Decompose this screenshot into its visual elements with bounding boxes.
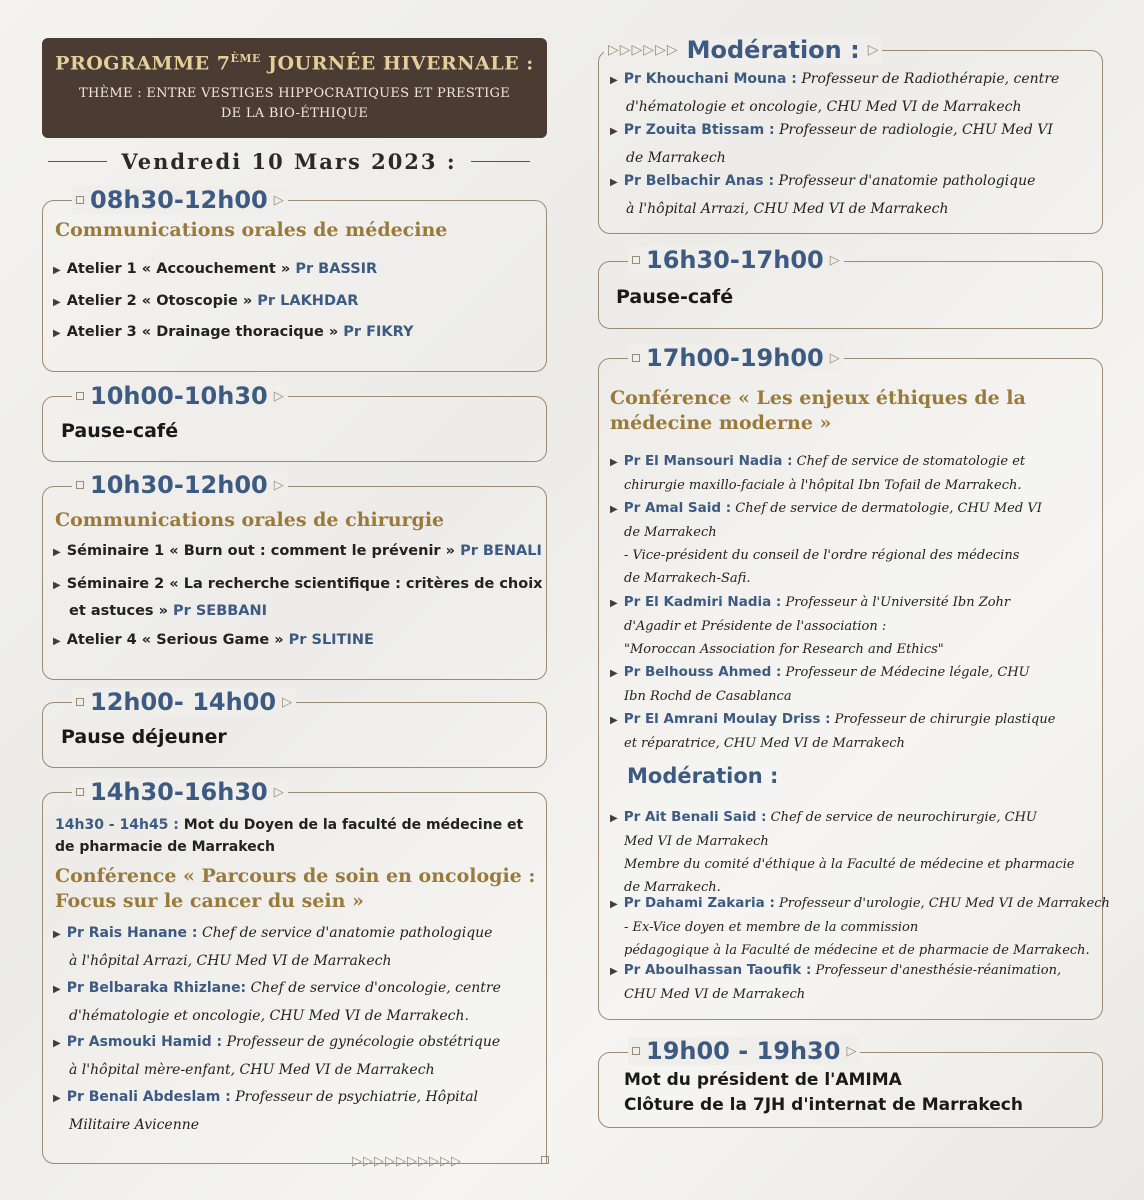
triangle-right-icon: ▷	[273, 477, 284, 493]
conference-title: Conférence « Les enjeux éthiques de la médecine moderne »	[610, 387, 1026, 434]
session-time-header: 16h30-17h00 ▷	[628, 246, 844, 274]
square-icon	[76, 788, 84, 796]
bullet-icon: ▶	[610, 899, 618, 910]
bullet-icon: ▶	[53, 984, 61, 995]
session-time-header: 12h00- 14h00 ▷	[72, 688, 296, 716]
square-icon	[76, 392, 84, 400]
day-label: Vendredi 10 Mars 2023 :	[121, 148, 457, 174]
intro-line: 14h30 - 14h45 : Mot du Doyen de la faculté de médecine et	[55, 817, 524, 833]
bullet-icon: ▶	[610, 715, 618, 726]
bullet-icon: ▶	[53, 1038, 61, 1049]
square-icon	[632, 1047, 640, 1055]
speaker-entry: ▶ Pr El Mansouri Nadia : Chef de service de stomatologie et chirurgie maxillo-faciale à l'hôpital Ibn Tofail de Marrakech.	[610, 453, 1026, 493]
square-icon	[76, 481, 84, 489]
speaker-entry: ▶ Pr Belhouss Ahmed : Professeur de Médecine légale, CHU Ibn Rochd de Casablanca	[610, 664, 1030, 704]
bullet-icon: ▶	[53, 265, 61, 276]
list-item: ▶ Séminaire 2 « La recherche scientifique : critères de choix	[53, 576, 543, 592]
session-title: Communications orales de chirurgie	[55, 509, 445, 531]
bullet-icon: ▶	[610, 177, 618, 188]
square-icon	[76, 698, 84, 706]
program-banner	[42, 38, 547, 138]
triangle-right-icon: ▷	[829, 252, 840, 268]
moderator-entry: ▶ Pr Ait Benali Said : Chef de service de neurochirurgie, CHU Med VI de Marrakech Membre du comité d'éthique à la Faculté de médecine et pharmacie de Marrakech.	[610, 809, 1075, 895]
intro-line: de pharmacie de Marrakech	[55, 839, 275, 855]
list-item: ▶ Séminaire 1 « Burn out : comment le prévenir » Pr BENALI	[53, 543, 542, 559]
bullet-icon: ▶	[53, 929, 61, 940]
session-title: Communications orales de médecine	[55, 219, 448, 241]
bullet-icon: ▶	[610, 457, 618, 468]
closing-text: Mot du président de l'AMIMA Clôture de la 7JH d'internat de Marrakech	[624, 1070, 1023, 1115]
bullet-icon: ▶	[53, 547, 61, 558]
list-item: et astuces » Pr SEBBANI	[69, 603, 268, 619]
session-time-header: 17h00-19h00 ▷	[628, 344, 844, 372]
triangle-right-icon: ▷	[846, 1043, 857, 1059]
triangle-right-icon: ▷	[273, 388, 284, 404]
session-time-header: 10h30-12h00 ▷	[72, 471, 288, 499]
list-item: ▶ Atelier 2 « Otoscopie » Pr LAKHDAR	[53, 293, 359, 309]
moderator-entry: ▶ Pr Belbachir Anas : Professeur d'anatomie pathologique à l'hôpital Arrazi, CHU Med VI de Marrakech	[610, 173, 1036, 217]
session-title: Pause déjeuner	[61, 726, 227, 748]
divider	[48, 161, 107, 162]
conference-title: Conférence « Parcours de soin en oncologie : Focus sur le cancer du sein »	[55, 865, 536, 912]
square-icon	[632, 354, 640, 362]
speaker-entry: ▶ Pr El Amrani Moulay Driss : Professeur de chirurgie plastique et réparatrice, CHU Med VI de Marrakech	[610, 711, 1056, 751]
speaker-entry: ▶ Pr Rais Hanane : Chef de service d'anatomie pathologique à l'hôpital Arrazi, CHU Med VI de Marrakech	[53, 925, 493, 969]
list-item: ▶ Atelier 4 « Serious Game » Pr SLITINE	[53, 632, 374, 648]
moderation-header	[604, 36, 882, 64]
triangle-right-icon: ▷	[282, 694, 293, 710]
bullet-icon: ▶	[610, 504, 618, 515]
bullet-icon: ▶	[610, 813, 618, 824]
decorative-arrows: ▷▷▷▷▷▷	[608, 42, 679, 58]
list-item: ▶ Atelier 3 « Drainage thoracique » Pr FIKRY	[53, 324, 414, 340]
moderator-entry: ▶ Pr Zouita Btissam : Professeur de radiologie, CHU Med VI de Marrakech	[610, 122, 1053, 166]
bullet-icon: ▶	[610, 966, 618, 977]
triangle-right-icon: ▷	[829, 350, 840, 366]
square-icon	[632, 256, 640, 264]
speaker-entry: ▶ Pr Belbaraka Rhizlane: Chef de service d'oncologie, centre d'hématologie et oncologie, CHU Med VI de Marrakech.	[53, 980, 501, 1024]
bullet-icon: ▶	[610, 598, 618, 609]
program-theme: THÈME : ENTRE VESTIGES HIPPOCRATIQUES ET PRESTIGE DE LA BIO-ÉTHIQUE	[79, 86, 510, 122]
bullet-icon: ▶	[53, 1093, 61, 1104]
square-icon	[76, 196, 84, 204]
moderator-entry: ▶ Pr Dahami Zakaria : Professeur d'urologie, CHU Med VI de Marrakech - Ex-Vice doyen et membre de la commission pédagogique à la Faculté de médecine et de pharmacie de Marrakech.	[610, 895, 1110, 958]
moderation-title: Modération :	[686, 36, 860, 64]
divider	[471, 161, 530, 162]
moderator-entry: ▶ Pr Aboulhassan Taoufik : Professeur d'anesthésie-réanimation, CHU Med VI de Marrakech	[610, 962, 1062, 1002]
speaker-entry: ▶ Pr Asmouki Hamid : Professeur de gynécologie obstétrique à l'hôpital mère-enfant, CHU Med VI de Marrakech	[53, 1034, 501, 1078]
triangle-right-icon: ▷	[273, 784, 284, 800]
decorative-arrows: ▷▷▷▷▷▷▷▷▷▷	[352, 1154, 462, 1169]
list-item: ▶ Atelier 1 « Accouchement » Pr BASSIR	[53, 261, 378, 277]
bullet-icon: ▶	[610, 668, 618, 679]
bullet-icon: ▶	[53, 297, 61, 308]
speaker-entry: ▶ Pr Amal Said : Chef de service de dermatologie, CHU Med VI de Marrakech - Vice-président du conseil de l'ordre régional des médecins de Marrakech-Safi.	[610, 500, 1042, 586]
program-title: PROGRAMME 7ÈME JOURNÉE HIVERNALE :	[55, 52, 534, 75]
bullet-icon: ▶	[610, 75, 618, 86]
moderator-entry: ▶ Pr Khouchani Mouna : Professeur de Radiothérapie, centre d'hématologie et oncologie, CHU Med VI de Marrakech	[610, 71, 1060, 115]
day-heading	[48, 146, 530, 176]
bullet-icon: ▶	[53, 636, 61, 647]
triangle-right-icon: ▷	[867, 42, 879, 58]
bullet-icon: ▶	[610, 126, 618, 137]
session-time-header: 10h00-10h30 ▷	[72, 382, 288, 410]
speaker-entry: ▶ Pr Benali Abdeslam : Professeur de psychiatrie, Hôpital Militaire Avicenne	[53, 1089, 479, 1133]
session-title: Pause-café	[61, 420, 179, 442]
speaker-entry: ▶ Pr El Kadmiri Nadia : Professeur à l'Université Ibn Zohr d'Agadir et Présidente de l'association : "Moroccan Association for Research and Ethics"	[610, 594, 1011, 657]
square-icon	[541, 1156, 549, 1164]
triangle-right-icon: ▷	[273, 192, 284, 208]
moderation-title: Modération :	[627, 764, 779, 788]
session-time-header: 19h00 - 19h30 ▷	[628, 1037, 860, 1065]
bullet-icon: ▶	[53, 328, 61, 339]
session-title: Pause-café	[616, 286, 734, 308]
session-time-header: 08h30-12h00 ▷	[72, 186, 288, 214]
bullet-icon: ▶	[53, 580, 61, 591]
session-time-header: 14h30-16h30 ▷	[72, 778, 288, 806]
